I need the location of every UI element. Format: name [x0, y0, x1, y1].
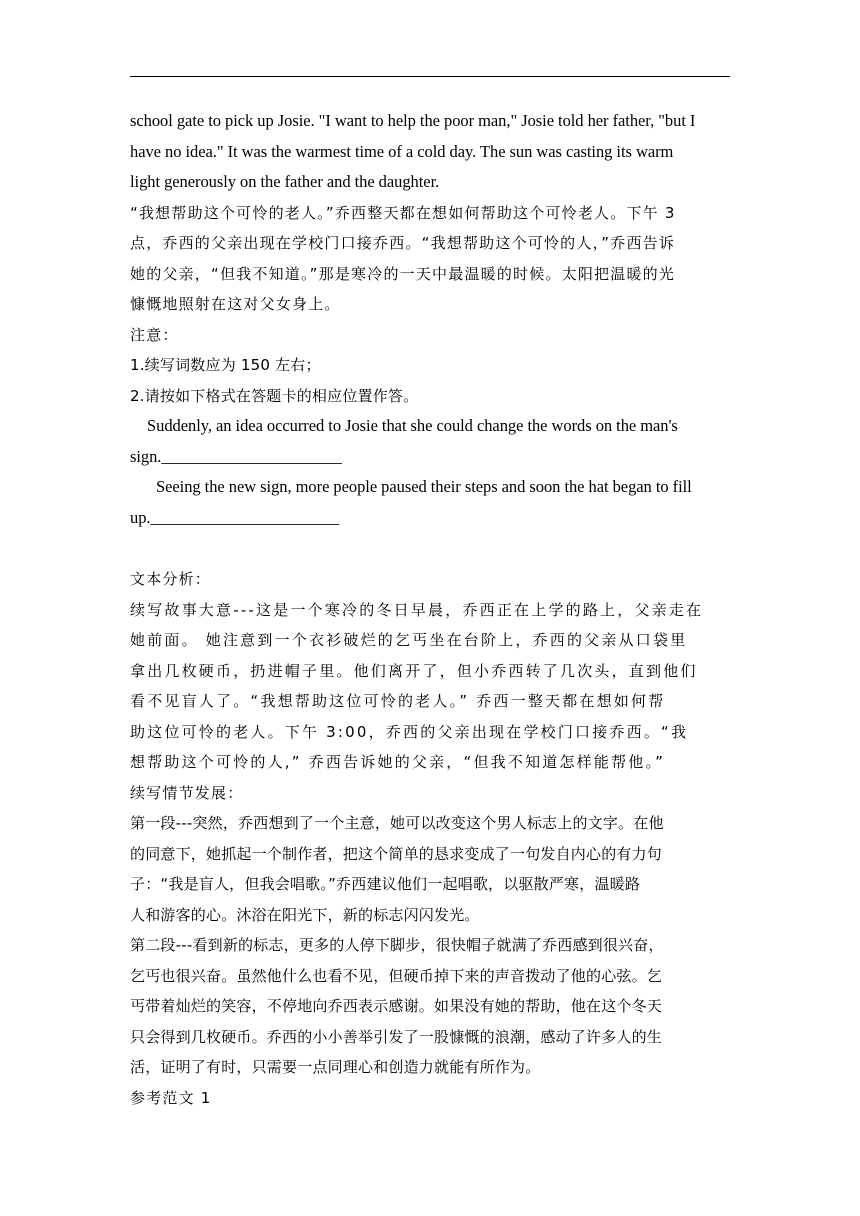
text-line: 第二段---看到新的标志，更多的人停下脚步，很快帽子就满了乔西感到很兴奋， — [130, 936, 664, 954]
text-line: 丐带着灿烂的笑容，不停地向乔西表示感谢。如果没有她的帮助，他在这个冬天 — [130, 997, 663, 1015]
text-line: sign.______________________ — [130, 446, 342, 466]
text-line: 续写故事大意---这是一个寒冷的冬日早晨，乔西正在上学的路上，父亲走在 — [130, 600, 704, 619]
header-rule — [130, 76, 730, 77]
text-line: 续写情节发展： — [130, 783, 244, 802]
text-line: 点，乔西的父亲出现在学校门口接乔西。“我想帮助这个可怜的人，”乔西告诉 — [130, 234, 676, 252]
blank-line — [130, 533, 728, 564]
text-line: 拿出几枚硬币，扔进帽子里。他们离开了，但小乔西转了几次头，直到他们 — [130, 661, 698, 680]
text-line: 她的父亲，“但我不知道。”那是寒冷的一天中最温暖的时候。太阳把温暖的光 — [130, 264, 676, 283]
text-line: school gate to pick up Josie. "I want to help the poor man," Josie told her father, "but I — [130, 111, 696, 130]
text-line: light generously on the father and the daughter. — [130, 172, 440, 191]
text-line: 人和游客的心。沐浴在阳光下，新的标志闪闪发光。 — [130, 905, 480, 924]
text-line: 她前面。 她注意到一个衣衫破烂的乞丐坐在台阶上，乔西的父亲从口袋里 — [130, 631, 688, 649]
text-line: “我想帮助这个可怜的老人。”乔西整天都在想如何帮助这个可怜老人。下午 3 — [130, 203, 676, 222]
document-body — [130, 106, 728, 1113]
text-line: 助这位可怜的老人。下午 3:00，乔西的父亲出现在学校门口接乔西。“我 — [130, 722, 689, 741]
text-line: 文本分析： — [130, 570, 212, 588]
text-line: 子：“我是盲人，但我会唱歌。”乔西建议他们一起唱歌，以驱散严寒，温暖路 — [130, 875, 641, 893]
text-line: 的同意下，她抓起一个制作者，把这个简单的恳求变成了一句发自内心的有力句 — [130, 844, 663, 863]
text-line: have no idea." It was the warmest time of a cold day. The sun was casting its warm — [130, 141, 674, 161]
text-line: 注意： — [130, 325, 179, 344]
text-line: 参考范文 1 — [130, 1088, 212, 1107]
text-line: up._______________________ — [130, 507, 340, 527]
text-line: 活，证明了有时，只需要一点同理心和创造力就能有所作为。 — [130, 1058, 541, 1076]
text-line: 慷慨地照射在这对父女身上。 — [130, 295, 341, 313]
text-line: Seeing the new sign, more people paused their steps and soon the hat began to fill — [156, 477, 692, 496]
text-line: 乞丐也很兴奋。虽然他什么也看不见，但硬币掉下来的声音拨动了他的心弦。乞 — [130, 966, 663, 985]
text-line: 1.续写词数应为 150 左右； — [130, 356, 321, 374]
text-line: 只会得到几枚硬币。乔西的小小善举引发了一股慷慨的浪潮，感动了许多人的生 — [130, 1027, 663, 1046]
text-line: 第一段---突然，乔西想到了一个主意，她可以改变这个男人标志上的文字。在他 — [130, 814, 664, 832]
text-line: 看不见盲人了。“我想帮助这位可怜的老人。” 乔西一整天都在想如何帮 — [130, 692, 666, 710]
text-line: Suddenly, an idea occurred to Josie that she could change the words on the man's — [147, 416, 678, 435]
text-line: 2.请按如下格式在答题卡的相应位置作答。 — [130, 386, 419, 405]
text-line: 想帮助这个可怜的人,” 乔西告诉她的父亲，“但我不知道怎样能帮他。” — [130, 753, 666, 771]
